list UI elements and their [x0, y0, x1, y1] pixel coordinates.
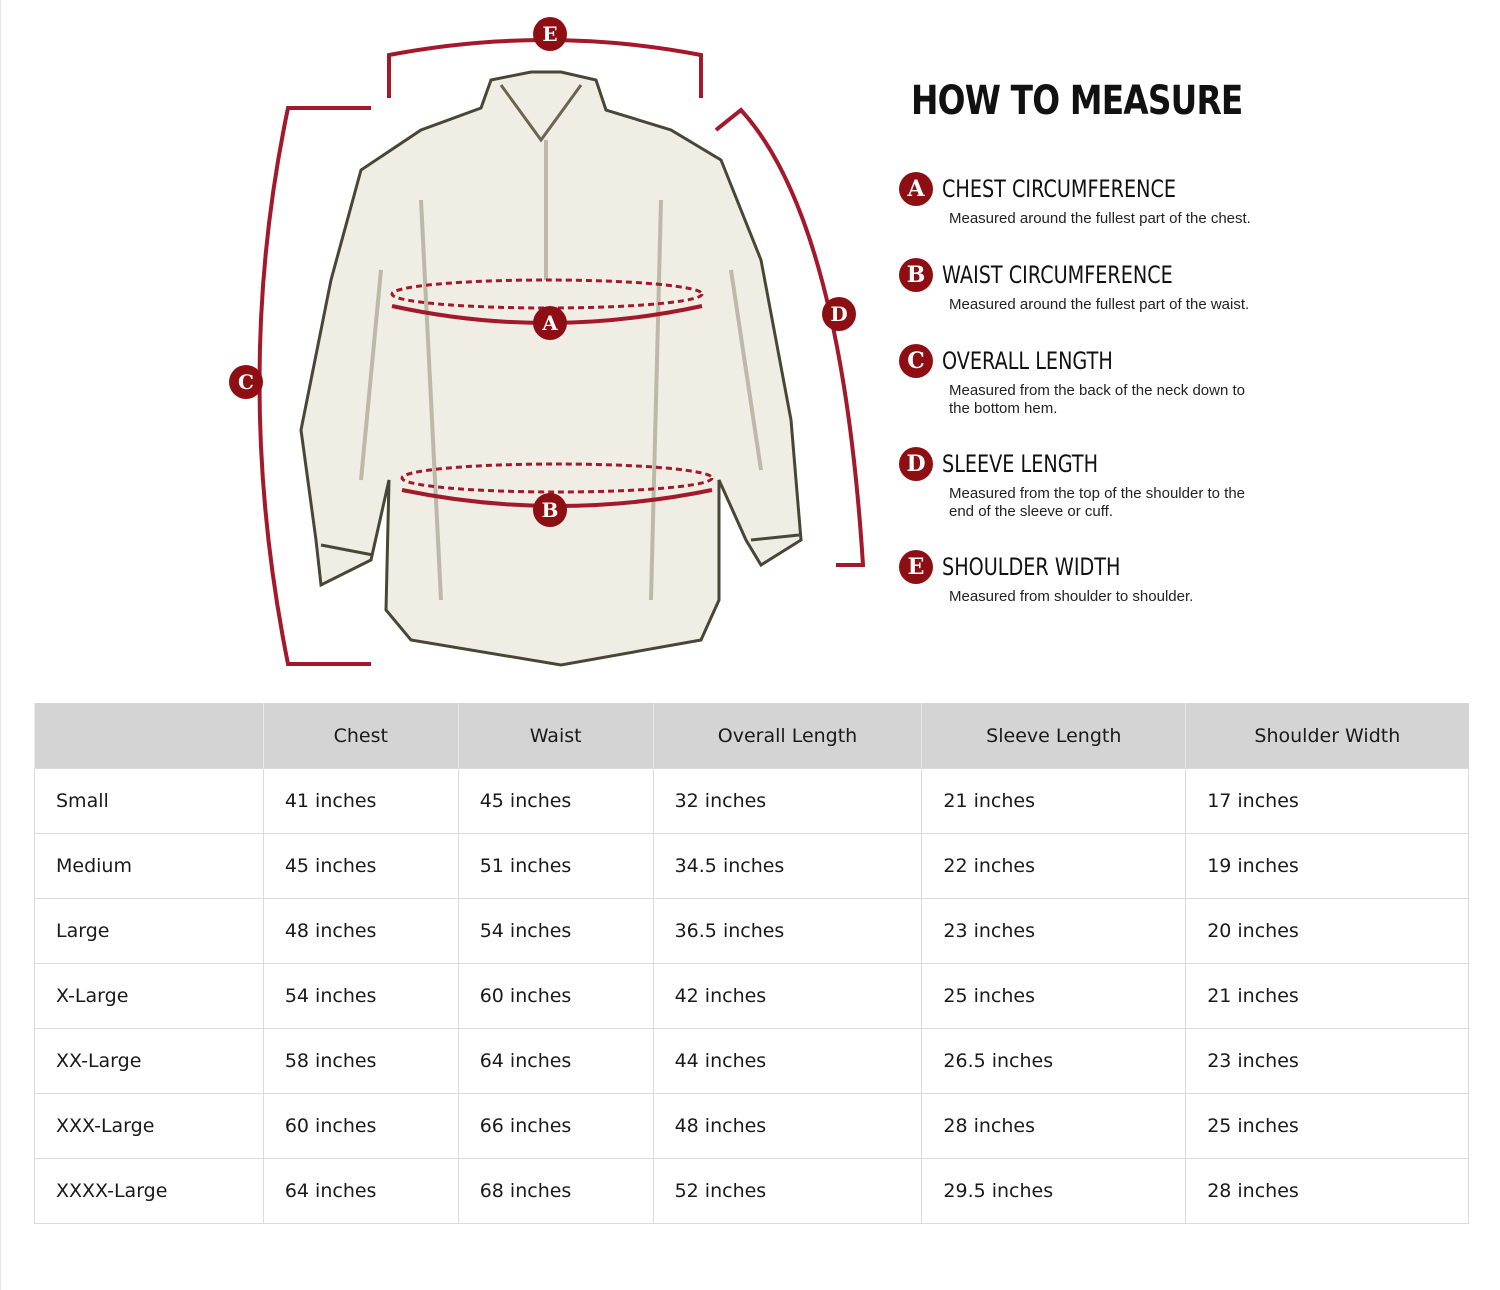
measurement-cell: 52 inches: [653, 1159, 922, 1224]
measurement-cell: 25 inches: [1186, 1094, 1469, 1159]
column-header: Shoulder Width: [1186, 703, 1469, 769]
letter-b-badge: B: [899, 258, 933, 292]
how-to-measure-title: HOW TO MEASURE: [911, 78, 1243, 124]
measurement-cell: 51 inches: [458, 834, 653, 899]
marker-e: [533, 17, 567, 51]
letter-d-badge: D: [899, 447, 933, 481]
guide-heading: OVERALL LENGTH: [942, 347, 1113, 375]
table-row: [35, 1159, 1469, 1224]
measurement-cell: 41 inches: [263, 769, 458, 834]
guide-heading: SLEEVE LENGTH: [942, 450, 1099, 478]
measurement-cell: 25 inches: [922, 964, 1186, 1029]
svg-text:B: B: [541, 498, 559, 522]
guide-heading: SHOULDER WIDTH: [942, 553, 1121, 581]
shirt-illustration: [301, 72, 801, 665]
measurement-cell: 22 inches: [922, 834, 1186, 899]
svg-text:A: A: [542, 311, 558, 335]
table-row: [35, 1094, 1469, 1159]
column-header: Waist: [458, 703, 653, 769]
svg-text:D: D: [830, 302, 848, 326]
size-label: Large: [35, 899, 264, 964]
table-row: [35, 964, 1469, 1029]
measurement-cell: 19 inches: [1186, 834, 1469, 899]
measurement-cell: 60 inches: [458, 964, 653, 1029]
measurement-cell: 42 inches: [653, 964, 922, 1029]
column-header: Chest: [263, 703, 458, 769]
table-row: [35, 769, 1469, 834]
measurement-cell: 64 inches: [263, 1159, 458, 1224]
letter-e-badge: E: [899, 550, 933, 584]
measurement-cell: 17 inches: [1186, 769, 1469, 834]
guide-description: Measured around the fullest part of the waist.: [949, 296, 1250, 313]
measurement-cell: 26.5 inches: [922, 1029, 1186, 1094]
size-label: XXX-Large: [35, 1094, 264, 1159]
measurement-cell: 34.5 inches: [653, 834, 922, 899]
measurement-cell: 29.5 inches: [922, 1159, 1186, 1224]
svg-text:C: C: [238, 370, 254, 394]
marker-a: [533, 306, 567, 340]
size-label: XXXX-Large: [35, 1159, 264, 1224]
marker-b: [533, 493, 567, 527]
guide-description: Measured from the top of the shoulder to the end of the sleeve or cuff.: [949, 485, 1246, 520]
table-header-row: [35, 703, 1469, 769]
measurement-cell: 66 inches: [458, 1094, 653, 1159]
measurement-cell: 23 inches: [922, 899, 1186, 964]
guide-description: Measured from the back of the neck down to the bottom hem.: [949, 382, 1245, 417]
measurement-cell: 32 inches: [653, 769, 922, 834]
measurement-cell: 64 inches: [458, 1029, 653, 1094]
size-label: Medium: [35, 834, 264, 899]
measurement-cell: 68 inches: [458, 1159, 653, 1224]
measurement-cell: 20 inches: [1186, 899, 1469, 964]
table-row: [35, 1029, 1469, 1094]
guide-heading: WAIST CIRCUMFERENCE: [942, 261, 1173, 289]
size-label: XX-Large: [35, 1029, 264, 1094]
guide-description: Measured around the fullest part of the chest.: [949, 210, 1251, 227]
table-row: [35, 834, 1469, 899]
measurement-cell: 45 inches: [458, 769, 653, 834]
column-header: [35, 703, 264, 769]
guide-description: Measured from shoulder to shoulder.: [949, 588, 1194, 605]
column-header: Overall Length: [653, 703, 922, 769]
measurement-cell: 45 inches: [263, 834, 458, 899]
letter-c-badge: C: [899, 344, 933, 378]
measurement-cell: 60 inches: [263, 1094, 458, 1159]
measurement-cell: 21 inches: [922, 769, 1186, 834]
marker-d: [822, 297, 856, 331]
measurement-cell: 23 inches: [1186, 1029, 1469, 1094]
column-header: Sleeve Length: [922, 703, 1186, 769]
measurement-cell: 48 inches: [263, 899, 458, 964]
measurement-cell: 21 inches: [1186, 964, 1469, 1029]
marker-c: [229, 365, 263, 399]
shirt-measurement-diagram: [201, 10, 881, 680]
letter-a-badge: A: [899, 172, 933, 206]
size-label: Small: [35, 769, 264, 834]
measurement-cell: 54 inches: [263, 964, 458, 1029]
measurement-cell: 54 inches: [458, 899, 653, 964]
table-row: [35, 899, 1469, 964]
guide-heading: CHEST CIRCUMFERENCE: [942, 175, 1177, 203]
measurement-cell: 48 inches: [653, 1094, 922, 1159]
measurement-cell: 44 inches: [653, 1029, 922, 1094]
measurement-cell: 28 inches: [1186, 1159, 1469, 1224]
measurement-cell: 36.5 inches: [653, 899, 922, 964]
measurement-cell: 28 inches: [922, 1094, 1186, 1159]
size-chart-table: [34, 703, 1469, 1224]
size-label: X-Large: [35, 964, 264, 1029]
svg-text:E: E: [542, 22, 558, 46]
measurement-cell: 58 inches: [263, 1029, 458, 1094]
